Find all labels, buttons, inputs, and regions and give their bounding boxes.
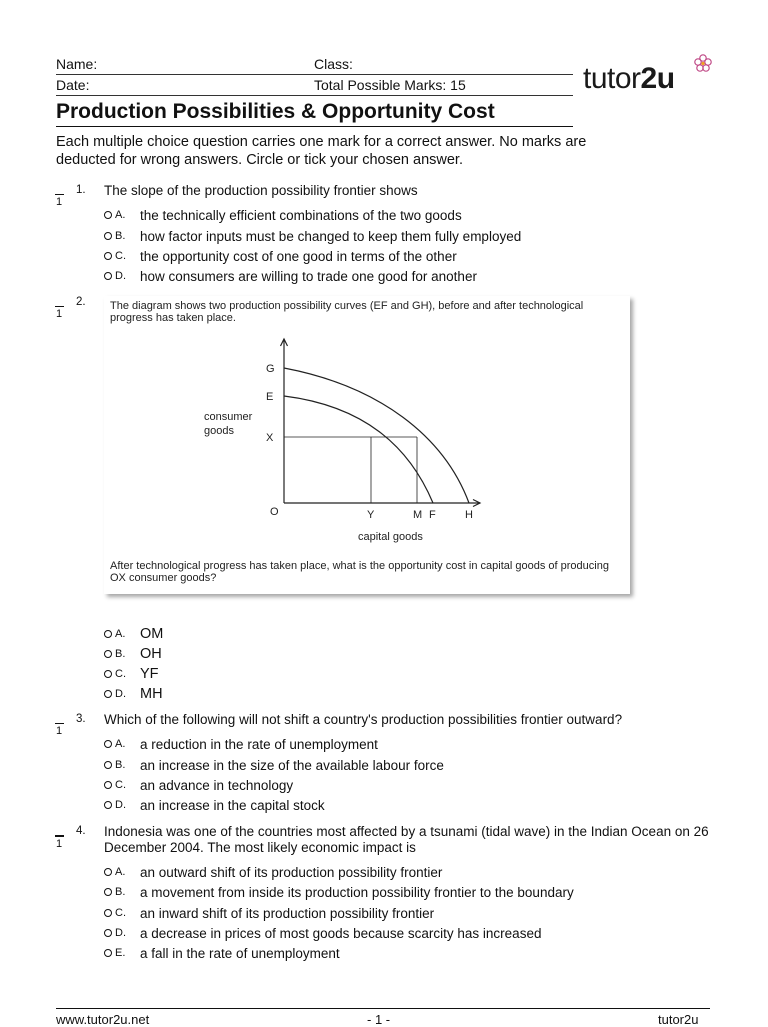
option-letter: D. (115, 688, 126, 700)
mark-box (54, 186, 64, 207)
label-h: H (465, 509, 473, 521)
option-text: the technically efficient combinations of the two goods (140, 207, 462, 223)
answer-option[interactable] (104, 625, 163, 643)
answer-option[interactable] (104, 883, 574, 901)
mark-box (54, 715, 64, 736)
ppf-figure (104, 296, 630, 594)
mark-box (54, 827, 64, 849)
radio-circle-icon[interactable] (104, 801, 112, 809)
radio-circle-icon[interactable] (104, 740, 112, 748)
option-text: a movement from inside its production possibility frontier to the boundary (140, 884, 574, 900)
option-letter: B. (115, 886, 126, 898)
option-text: an increase in the capital stock (140, 797, 325, 813)
answer-option[interactable] (104, 904, 434, 922)
option-letter: E. (115, 947, 126, 959)
instructions-text: Each multiple choice question carries one mark for a correct answer. No marks are deducted for wrong answers. Circle or tick your chosen answer. (56, 134, 587, 168)
label-g: G (266, 363, 275, 375)
question-number: 3. (76, 713, 86, 725)
radio-circle-icon[interactable] (104, 232, 112, 240)
answer-option[interactable] (104, 227, 521, 245)
option-letter: C. (115, 250, 126, 262)
ppf-curve-ef (284, 396, 433, 503)
radio-circle-icon[interactable] (104, 888, 112, 896)
answer-option[interactable] (104, 247, 457, 265)
option-letter: A. (115, 209, 126, 221)
ppf-curve-gh (284, 368, 469, 503)
total-marks-label: Total Possible Marks: 15 (314, 77, 466, 93)
mark-value: 1 (55, 725, 63, 737)
radio-circle-icon[interactable] (104, 650, 112, 658)
option-letter: A. (115, 738, 126, 750)
y-axis-label-line2: goods (204, 425, 234, 437)
option-text: a decrease in prices of most goods because scarcity has increased (140, 925, 542, 941)
answer-option[interactable] (104, 796, 325, 814)
option-text: OH (140, 646, 162, 662)
option-letter: B. (115, 648, 126, 660)
answer-option[interactable] (104, 685, 163, 703)
title-underline (56, 126, 573, 127)
mark-value: 1 (55, 196, 63, 208)
logo-text-light: tutor (583, 62, 641, 95)
tutor2u-logo (583, 62, 675, 96)
mark-box (54, 298, 64, 319)
answer-option[interactable] (104, 863, 442, 881)
x-axis-label: capital goods (358, 531, 423, 543)
answer-option[interactable] (104, 735, 378, 753)
radio-circle-icon[interactable] (104, 868, 112, 876)
class-label: Class: (314, 56, 353, 72)
label-e: E (266, 391, 274, 403)
footer-brand: tutor2u (658, 1012, 699, 1027)
name-label: Name: (56, 56, 98, 72)
option-text: an inward shift of its production possibility frontier (140, 905, 435, 921)
radio-circle-icon[interactable] (104, 781, 112, 789)
footer-page-number: - 1 - (367, 1012, 391, 1027)
answer-option[interactable] (104, 756, 444, 774)
y-axis-label-line1: consumer (204, 411, 253, 423)
question-number: 4. (76, 825, 86, 837)
figure-intro-text: The diagram shows two production possibility curves (EF and GH), before and after technological progress has taken place. (110, 300, 584, 324)
option-text: OM (140, 626, 164, 642)
radio-circle-icon[interactable] (104, 690, 112, 698)
radio-circle-icon[interactable] (104, 272, 112, 280)
option-text: how consumers are willing to trade one good for another (140, 268, 477, 284)
answer-option[interactable] (104, 665, 159, 683)
option-text: an increase in the size of the available labour force (140, 757, 444, 773)
ppf-diagram (104, 296, 630, 594)
footer-website-link[interactable]: www.tutor2u.net (56, 1012, 150, 1027)
page-title: Production Possibilities & Opportunity Cost (56, 100, 495, 123)
option-text: a reduction in the rate of unemployment (140, 736, 378, 752)
answer-option[interactable] (104, 776, 293, 794)
label-o: O (270, 506, 279, 518)
logo-text-bold: 2u (640, 62, 675, 95)
label-m: M (413, 509, 423, 521)
answer-option[interactable] (104, 267, 477, 285)
header-divider-2 (56, 95, 573, 96)
option-text: an advance in technology (140, 777, 294, 793)
radio-circle-icon[interactable] (104, 211, 112, 219)
option-letter: C. (115, 907, 126, 919)
option-text: the opportunity cost of one good in terms of the other (140, 248, 457, 264)
option-text: MH (140, 686, 163, 702)
option-letter: A. (115, 866, 126, 878)
radio-circle-icon[interactable] (104, 929, 112, 937)
question-number: 2. (76, 296, 86, 308)
option-text: an outward shift of its production possibility frontier (140, 864, 443, 880)
mark-value: 1 (55, 838, 63, 850)
question-text: Indonesia was one of the countries most affected by a tsunami (tidal wave) in the Indian Ocean on 26 December 2004. The most likely economic impact is (104, 824, 709, 855)
figure-question-text: After technological progress has taken place, what is the opportunity cost in capital goods of producing OX consumer goods? (110, 560, 609, 584)
radio-circle-icon[interactable] (104, 252, 112, 260)
radio-circle-icon[interactable] (104, 630, 112, 638)
option-text: a fall in the rate of unemployment (140, 945, 340, 961)
radio-circle-icon[interactable] (104, 949, 112, 957)
answer-option[interactable] (104, 944, 340, 962)
date-label: Date: (56, 77, 90, 93)
label-y: Y (367, 509, 375, 521)
question-text: Which of the following will not shift a country's production possibilities frontier outward? (104, 712, 623, 727)
answer-option[interactable] (104, 924, 541, 942)
option-letter: D. (115, 270, 126, 282)
option-letter: D. (115, 799, 126, 811)
option-text: YF (140, 666, 159, 682)
option-letter: B. (115, 230, 126, 242)
question-number: 1. (76, 184, 86, 196)
option-letter: B. (115, 759, 126, 771)
footer-divider (56, 1008, 710, 1009)
header-divider-1 (56, 74, 573, 75)
radio-circle-icon[interactable] (104, 761, 112, 769)
option-letter: D. (115, 927, 126, 939)
mark-value: 1 (55, 308, 63, 320)
option-letter: C. (115, 779, 126, 791)
label-f: F (429, 509, 436, 521)
radio-circle-icon[interactable] (104, 670, 112, 678)
option-text: how factor inputs must be changed to keep them fully employed (140, 228, 522, 244)
radio-circle-icon[interactable] (104, 909, 112, 917)
flower-icon (692, 52, 714, 76)
label-x: X (266, 432, 274, 444)
answer-option[interactable] (104, 645, 162, 663)
option-letter: C. (115, 668, 126, 680)
answer-option[interactable] (104, 206, 462, 224)
option-letter: A. (115, 628, 126, 640)
question-text: The slope of the production possibility frontier shows (104, 183, 418, 198)
